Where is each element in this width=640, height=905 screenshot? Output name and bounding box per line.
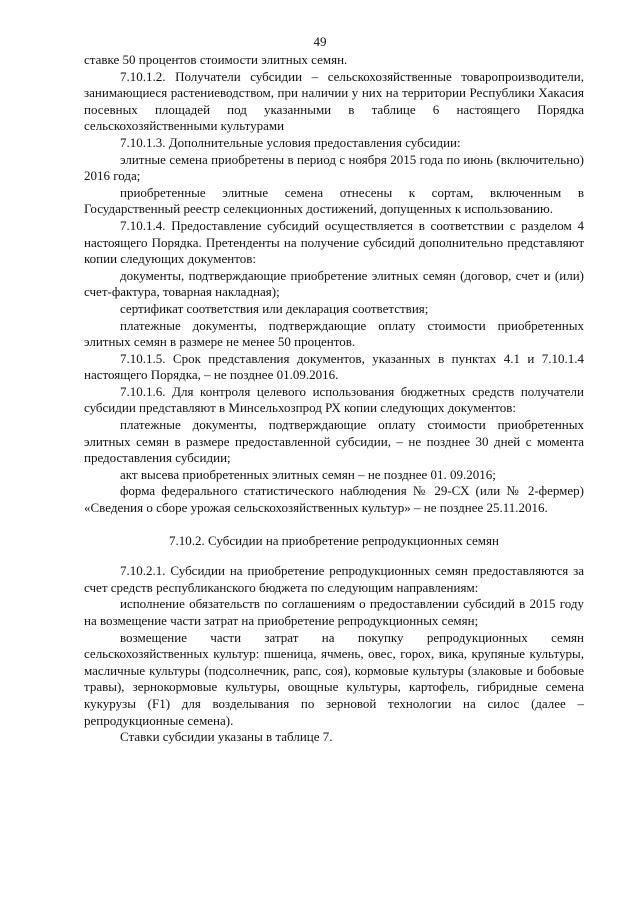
paragraphs-before-heading [84, 52, 584, 517]
paragraph: 7.10.1.2. Получатели субсидии – сельскохозяйственные товаропроизводители, занимающиеся растениеводством, при наличии у них на территории Республики Хакасия посевных площадей под указанными в таблице 6 настоящего Порядка сельскохозяйственными культурами [84, 68, 584, 134]
paragraph: акт высева приобретенных элитных семян – не позднее 01. 09.2016; [120, 466, 496, 482]
section-heading: 7.10.2. Субсидии на приобретение репродукционных семян [169, 532, 499, 548]
paragraph: Ставки субсидии указаны в таблице 7. [120, 729, 333, 745]
paragraph: 7.10.2.1. Субсидии на приобретение репродукционных семян предоставляются за счет средств республиканского бюджета по следующим направлениям: [84, 563, 584, 595]
paragraph: возмещение части затрат на покупку репродукционных семян сельскохозяйственных культур: пшеница, ячмень, овес, горох, вика, крупяные культуры, масличные культуры (подсолнечник, рапс, соя), кормовые культуры (злаковые и бобовые травы), зернокормовые культуры, овощные культуры, картофель, гибридные семена кукурузы (F1) для возделывания по зерновой технологии на силос (далее – репродукционные семена). [84, 629, 584, 728]
paragraph: сертификат соответствия или декларация соответствия; [120, 300, 429, 316]
paragraph: форма федерального статистического наблюдения № 29-СХ (или № 2-фермер) «Сведения о сборе урожая сельскохозяйственных культур» – не позднее 25.11.2016. [84, 483, 584, 516]
paragraph: платежные документы, подтверждающие оплату стоимости приобретенных элитных семян в размере предоставленной субсидии, – не позднее 30 дней с момента предоставления субсидии; [84, 417, 584, 466]
paragraph: 7.10.1.6. Для контроля целевого использования бюджетных средств получатели субсидии представляют в Минсельхозпрод РХ копии следующих документов: [84, 383, 584, 416]
paragraphs-after-heading [84, 563, 584, 746]
document-body [84, 52, 584, 746]
paragraph: приобретенные элитные семена отнесены к сортам, включенным в Государственный реестр селекционных достижений, допущенных к использованию. [84, 184, 584, 217]
page-number: 49 [313, 34, 327, 49]
paragraph: 7.10.1.5. Срок представления документов, указанных в пунктах 4.1 и 7.10.1.4 настоящего Порядка, – не позднее 01.09.2016. [84, 350, 584, 383]
paragraph: ставке 50 процентов стоимости элитных семян. [84, 52, 348, 67]
paragraph: документы, подтверждающие приобретение элитных семян (договор, счет и (или) счет-фактура, товарная накладная); [84, 267, 584, 300]
paragraph: 7.10.1.4. Предоставление субсидий осуществляется в соответствии с разделом 4 настоящего Порядка. Претенденты на получение субсидий дополнительно представляют копии следующих документов: [84, 217, 584, 267]
paragraph: платежные документы, подтверждающие оплату стоимости приобретенных элитных семян в размере не менее 50 процентов. [84, 317, 584, 350]
paragraph: элитные семена приобретены в период с ноября 2015 года по июнь (включительно) 2016 года; [84, 151, 584, 184]
paragraph: 7.10.1.3. Дополнительные условия предоставления субсидии: [120, 134, 461, 150]
paragraph: исполнение обязательств по соглашениям о предоставлении субсидий в 2015 году на возмещение части затрат на приобретение репродукционных семян; [84, 596, 584, 628]
